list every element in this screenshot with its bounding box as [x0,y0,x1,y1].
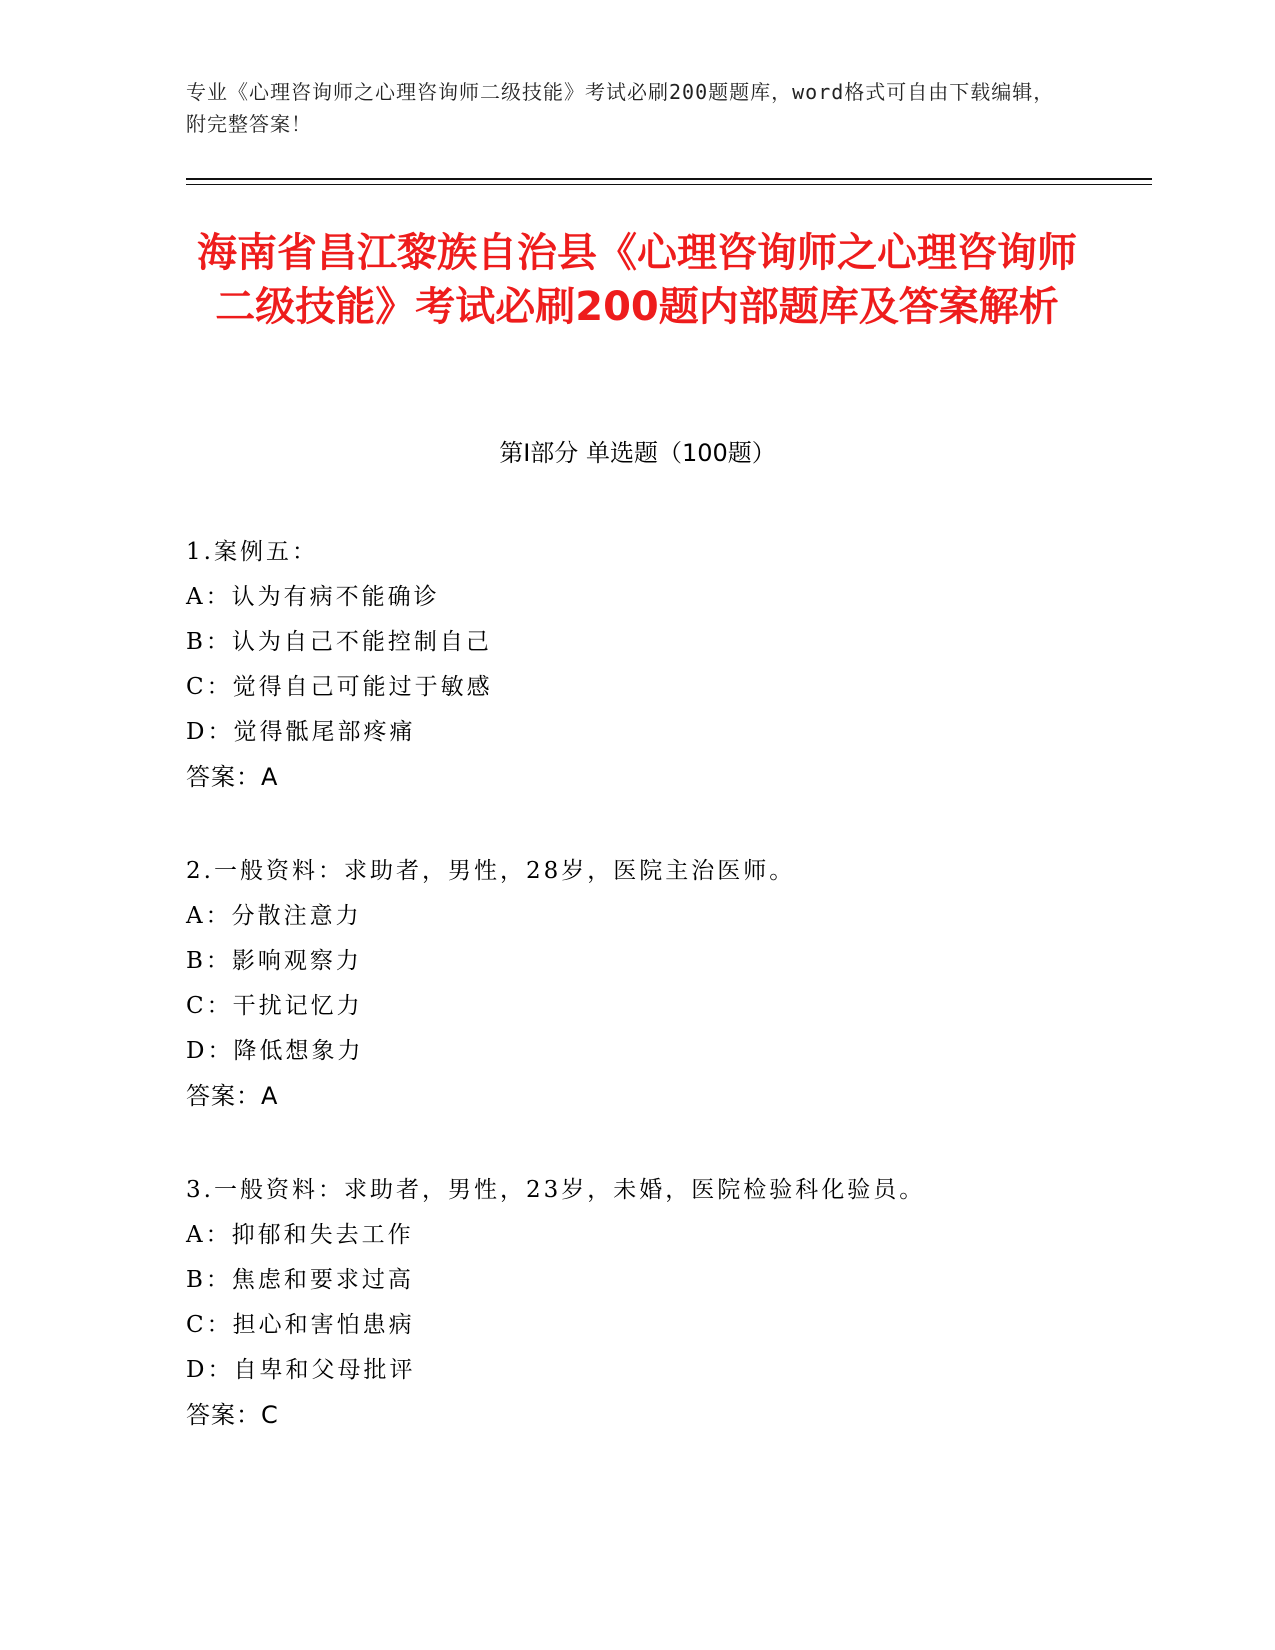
question-stem: 3.一般资料：求助者，男性，23岁，未婚，医院检验科化验员。 [186,1177,926,1203]
option-c: C：觉得自己可能过于敏感 [186,674,493,700]
option-b: B：影响观察力 [186,948,362,974]
option-c: C：干扰记忆力 [186,993,363,1019]
option-b: B：认为自己不能控制自己 [186,629,492,655]
question-block [186,530,1086,800]
section-heading: 第Ⅰ部分 单选题（100题） [499,439,776,467]
answer-line: 答案：A [186,1082,279,1110]
answer-line: 答案：A [186,763,279,791]
header-note: 专业《心理咨询师之心理咨询师二级技能》考试必刷200题题库，word格式可自由下载编辑，附完整答案！ [186,80,1055,136]
option-a: A：分散注意力 [186,903,362,929]
option-b: B：焦虑和要求过高 [186,1267,414,1293]
question-block [186,1168,1086,1438]
option-a: A：抑郁和失去工作 [186,1222,414,1248]
option-d: D：自卑和父母批评 [186,1357,416,1383]
header-divider-thin [186,184,1152,185]
question-stem: 2.一般资料：求助者，男性，28岁，医院主治医师。 [186,858,796,884]
option-d: D：降低想象力 [186,1038,364,1064]
option-c: C：担心和害怕患病 [186,1312,415,1338]
question-block [186,849,1086,1119]
header-divider-thick [186,178,1152,180]
question-stem: 1.案例五： [186,539,318,565]
document-title: 海南省昌江黎族自治县《心理咨询师之心理咨询师二级技能》考试必刷200题内部题库及答案解析 [197,230,1077,330]
option-a: A：认为有病不能确诊 [186,584,440,610]
answer-line: 答案：C [186,1401,279,1429]
option-d: D：觉得骶尾部疼痛 [186,719,416,745]
